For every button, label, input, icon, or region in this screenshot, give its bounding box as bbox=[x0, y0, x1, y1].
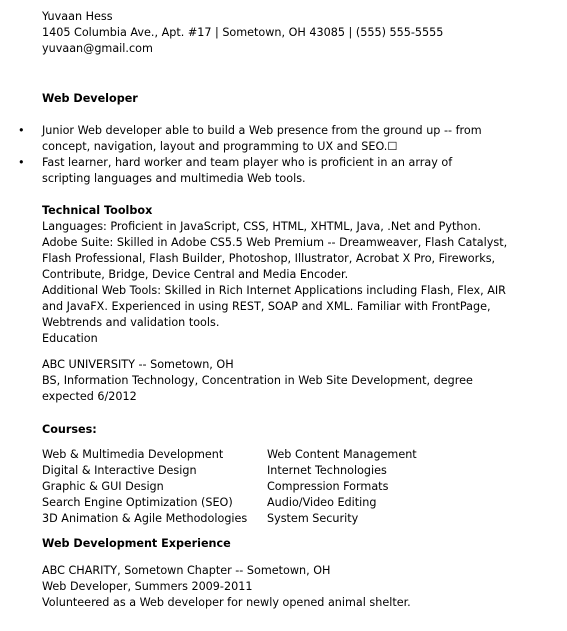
summary-line: concept, navigation, layout and programming to UX and SEO.☐ bbox=[42, 140, 398, 153]
courses-right-column bbox=[267, 447, 417, 527]
toolbox-line: Webtrends and validation tools. bbox=[42, 316, 220, 329]
courses-left-column bbox=[42, 447, 247, 527]
summary-item bbox=[18, 155, 562, 187]
course-item: Web Content Management bbox=[267, 448, 417, 461]
experience-role: Web Developer, Summers 2009-2011 bbox=[42, 580, 253, 593]
courses-section bbox=[42, 422, 562, 527]
summary-line: scripting languages and multimedia Web tools. bbox=[42, 172, 306, 185]
experience-description: Volunteered as a Web developer for newly opened animal shelter. bbox=[42, 596, 411, 609]
experience-org: ABC CHARITY, Sometown Chapter -- Sometown, OH bbox=[42, 564, 331, 577]
toolbox-section bbox=[42, 203, 562, 347]
bullet-icon: • bbox=[18, 156, 25, 169]
course-item: Search Engine Optimization (SEO) bbox=[42, 496, 233, 509]
summary-line: Fast learner, hard worker and team player who is proficient in an array of bbox=[42, 156, 453, 169]
summary-item bbox=[18, 123, 562, 155]
experience-section bbox=[42, 536, 562, 611]
course-item: Compression Formats bbox=[267, 480, 389, 493]
contact-name: Yuvaan Hess bbox=[42, 10, 113, 23]
summary-list bbox=[18, 123, 562, 187]
toolbox-line: Education bbox=[42, 332, 98, 345]
summary-line: Junior Web developer able to build a Web presence from the ground up -- from bbox=[42, 124, 482, 137]
toolbox-line: Additional Web Tools: Skilled in Rich Internet Applications including Flash, Flex, AIR bbox=[42, 284, 506, 297]
education-section bbox=[42, 357, 562, 405]
bullet-icon: • bbox=[18, 124, 25, 137]
resume-title: Web Developer bbox=[42, 92, 138, 105]
education-school: ABC UNIVERSITY -- Sometown, OH bbox=[42, 358, 234, 371]
education-degree: BS, Information Technology, Concentration in Web Site Development, degree bbox=[42, 374, 473, 387]
courses-heading: Courses: bbox=[42, 423, 97, 436]
toolbox-heading: Technical Toolbox bbox=[42, 204, 153, 217]
course-item: Internet Technologies bbox=[267, 464, 387, 477]
course-item: Audio/Video Editing bbox=[267, 496, 377, 509]
contact-email: yuvaan@gmail.com bbox=[42, 42, 153, 55]
courses-columns bbox=[42, 447, 562, 527]
course-item: Digital & Interactive Design bbox=[42, 464, 197, 477]
resume-page bbox=[18, 9, 562, 611]
toolbox-line: and JavaFX. Experienced in using REST, SOAP and XML. Familiar with FrontPage, bbox=[42, 300, 491, 313]
course-item: Graphic & GUI Design bbox=[42, 480, 164, 493]
toolbox-line: Contribute, Bridge, Device Central and Media Encoder. bbox=[42, 268, 349, 281]
toolbox-line: Flash Professional, Flash Builder, Photoshop, Illustrator, Acrobat X Pro, Fireworks, bbox=[42, 252, 496, 265]
toolbox-line: Adobe Suite: Skilled in Adobe CS5.5 Web Premium -- Dreamweaver, Flash Catalyst, bbox=[42, 236, 508, 249]
course-item: Web & Multimedia Development bbox=[42, 448, 224, 461]
contact-address: 1405 Columbia Ave., Apt. #17 | Sometown, OH 43085 | (555) 555-5555 bbox=[42, 26, 444, 39]
experience-heading: Web Development Experience bbox=[42, 537, 231, 550]
toolbox-line: Languages: Proficient in JavaScript, CSS, HTML, XHTML, Java, .Net and Python. bbox=[42, 220, 481, 233]
course-item: 3D Animation & Agile Methodologies bbox=[42, 512, 248, 525]
education-degree: expected 6/2012 bbox=[42, 390, 137, 403]
course-item: System Security bbox=[267, 512, 359, 525]
contact-block bbox=[42, 9, 562, 57]
